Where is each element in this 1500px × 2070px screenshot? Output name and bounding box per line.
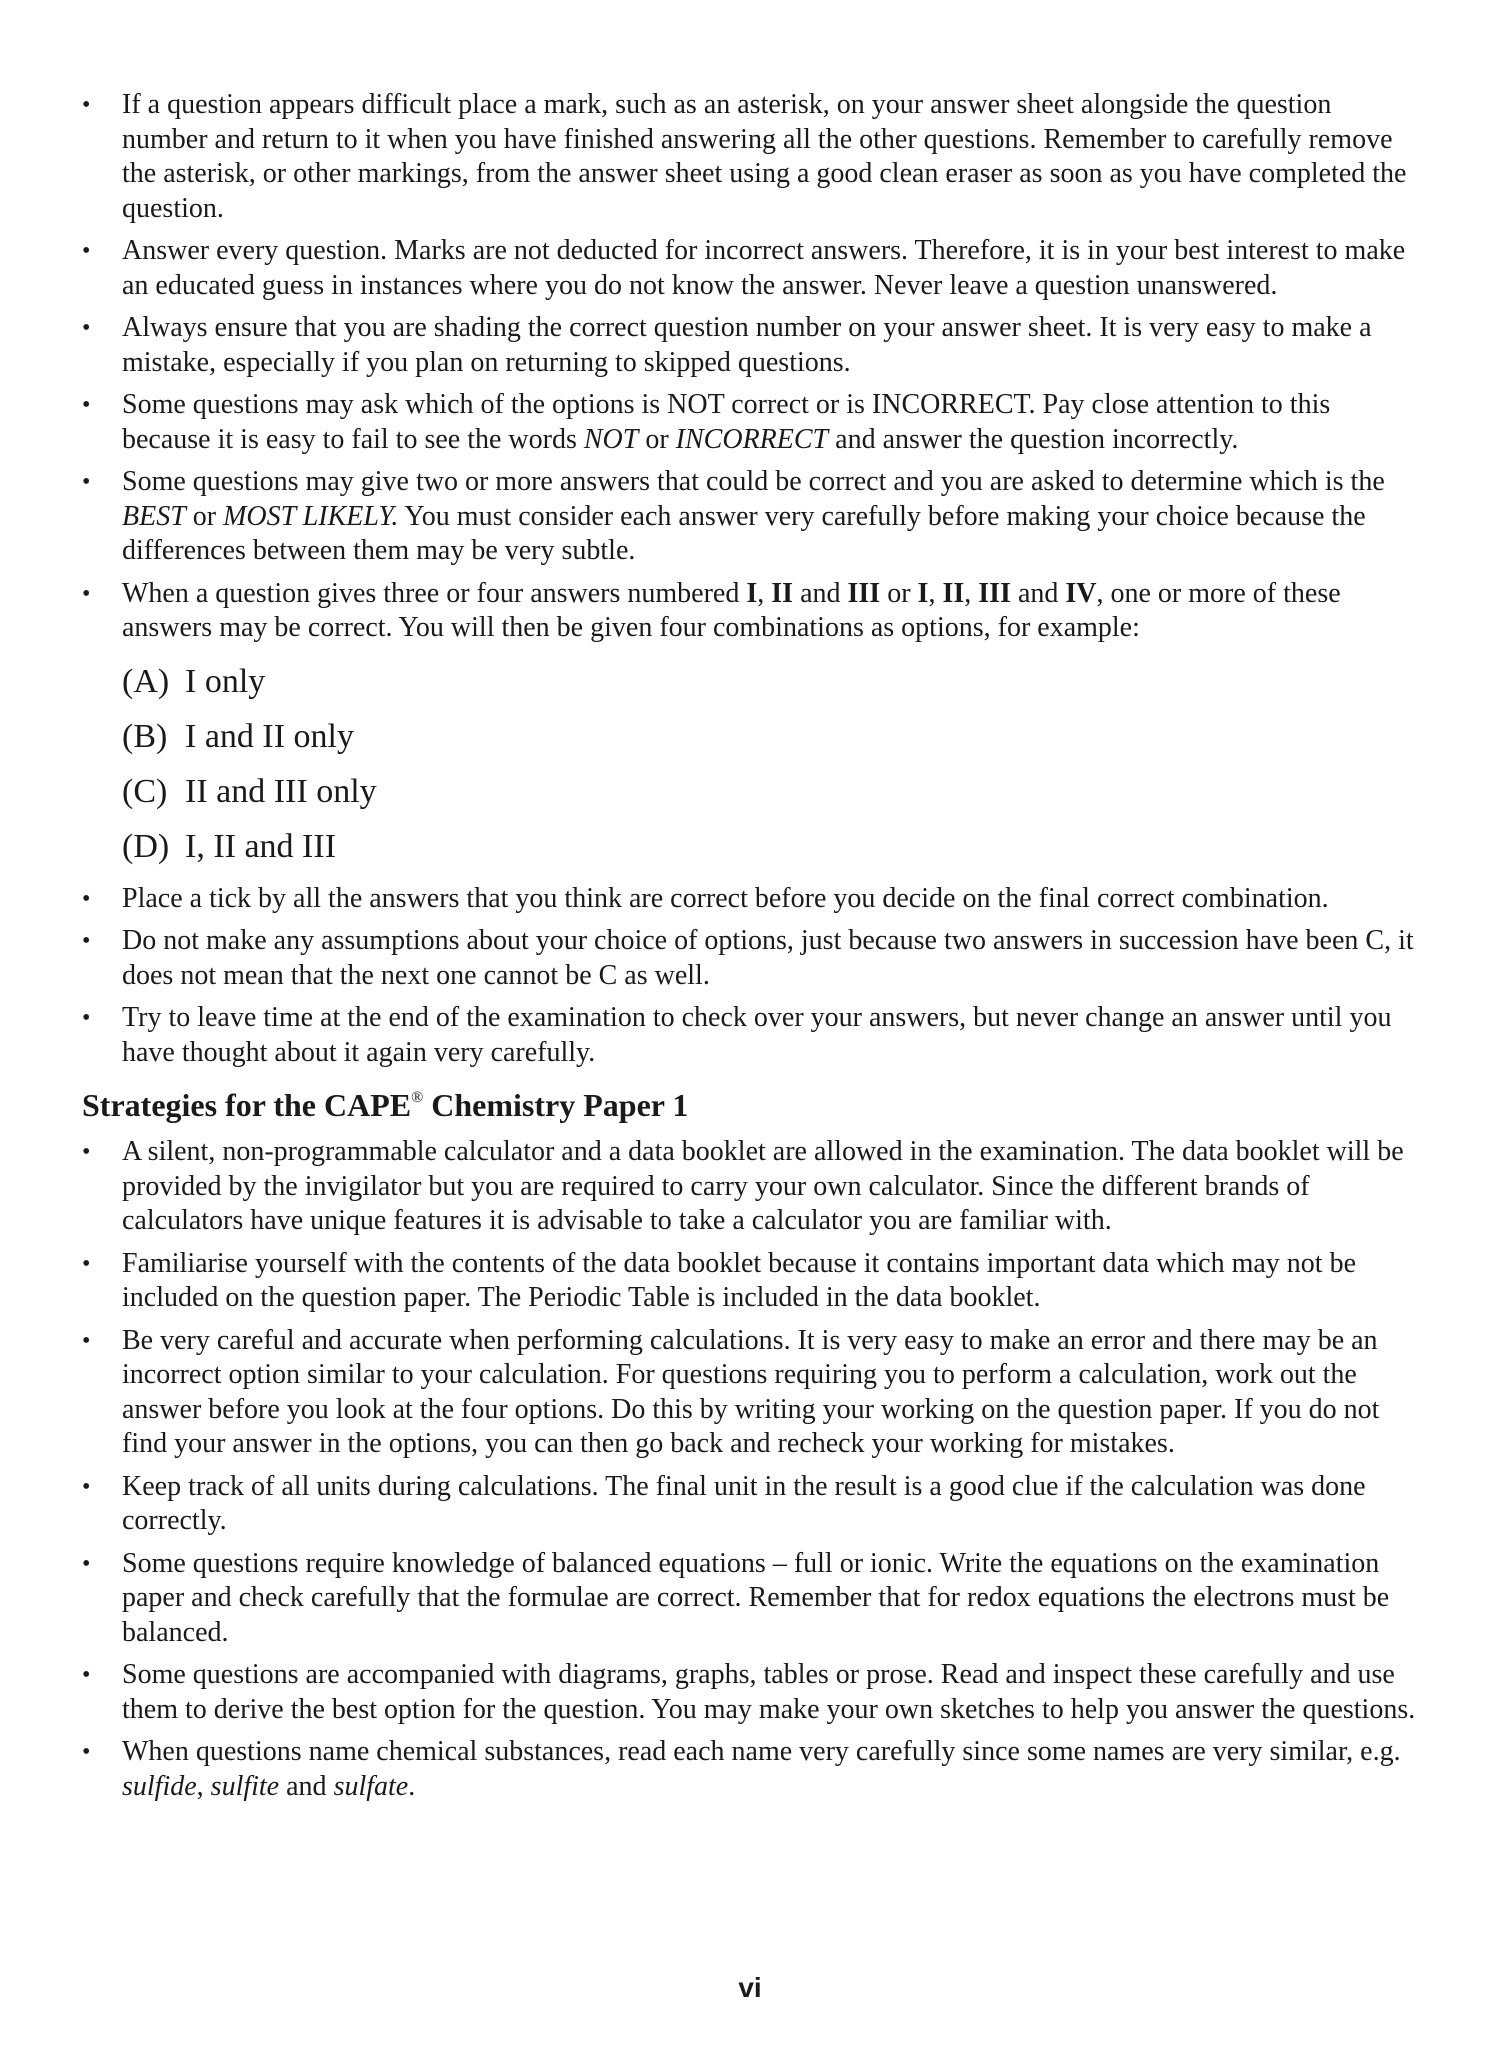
italic-text: NOT [583, 423, 639, 455]
text-run: Always ensure that you are shading the correct question number on your answer sheet. It is very easy to make a mistake, especially if you plan on returning to skipped questions. [122, 312, 1372, 378]
list-item [82, 88, 1420, 226]
registered-mark: ® [411, 1089, 424, 1106]
text-run: Some questions may give two or more answers that could be correct and you are asked to determine which is the [122, 466, 1385, 497]
text-run: Some questions may ask which of the options is NOT correct or is INCORRECT. Pay close attention to this because it is easy to fail to see the words [122, 389, 1331, 455]
bold-text: II [942, 577, 965, 609]
text-run: If a question appears difficult place a mark, such as an asterisk, on your answer sheet alongside the question number and return to it when you have finished answering all the other questions. Remember to carefully remove the asterisk, or other markings, from the answer sheet using a good clean eraser as soon as you have completed the question. [122, 89, 1407, 224]
list-item [82, 311, 1420, 380]
option-item [122, 709, 1420, 764]
text-run: and [793, 577, 848, 609]
bullet-icon: • [82, 885, 91, 912]
bullet-icon: • [82, 1662, 91, 1688]
example-options-list [122, 654, 1420, 874]
list-item [82, 577, 1420, 646]
bullet-icon: • [82, 580, 91, 607]
bullet-icon: • [82, 1327, 91, 1354]
text-run: . [408, 1770, 416, 1802]
text-run: Answer every question. Marks are not deducted for incorrect answers. Therefore, it is in your best interest to make an educated guess in instances where you do not know the answer. Never leave a question unanswered. [122, 235, 1406, 301]
bullet-icon: • [82, 1550, 91, 1577]
page-number: vi [738, 1972, 762, 2003]
tips-list-chemistry [82, 1135, 1420, 1804]
bullet-icon: • [82, 1739, 91, 1765]
text-run: and [279, 1770, 334, 1802]
bold-text: IV [1065, 577, 1097, 609]
bold-text: II [771, 577, 794, 609]
tips-list-answering [82, 882, 1420, 1071]
text-run: When a question gives three or four answers numbered [122, 577, 747, 609]
text-run: or [185, 500, 224, 532]
list-item [82, 1247, 1420, 1316]
list-item [82, 1324, 1420, 1462]
list-item [82, 234, 1420, 303]
text-run: or [638, 423, 676, 455]
text-run: Some questions are accompanied with diagrams, graphs, tables or prose. Read and inspect these carefully and use them to derive the best option for the question. You may make your own sketches to help you answer the questions. [122, 1659, 1416, 1725]
option-text: I only [185, 662, 266, 700]
italic-text: sulfate [333, 1770, 409, 1802]
text-run: , [964, 577, 979, 609]
list-item [82, 1001, 1420, 1070]
option-letter: (D) [122, 827, 170, 865]
option-text: II and III only [185, 772, 377, 810]
text-run: Do not make any assumptions about your choice of options, just because two answers in succession have been C, it does not mean that the next one cannot be C as well. [122, 925, 1414, 991]
text-run: You must consider each answer very carefully before making your choice because the differences between them may be very subtle. [122, 500, 1366, 566]
list-item [82, 882, 1420, 917]
section-heading-text-end: Chemistry Paper 1 [423, 1087, 689, 1123]
list-item [82, 1135, 1420, 1239]
text-run: When questions name chemical substances, read each name very carefully since some names are very similar, e.g. [122, 1736, 1401, 1767]
text-run: , [757, 577, 772, 609]
bullet-icon: • [82, 1005, 91, 1031]
option-text: I and II only [185, 717, 355, 755]
list-item [82, 1547, 1420, 1651]
text-run: , one or more of these answers may be correct. You will then be given four combinations as options, for example: [122, 577, 1341, 643]
option-letter: (C) [122, 772, 168, 810]
text-run: and answer the question incorrectly. [828, 423, 1239, 455]
list-item [82, 1735, 1420, 1804]
italic-text: sulfide [122, 1770, 197, 1802]
text-run: Some questions require knowledge of balanced equations – full or ionic. Write the equations on the examination paper and check carefully that the formulae are correct. Remember that for redox equations the electrons must be balanced. [122, 1547, 1390, 1648]
option-item [122, 654, 1420, 709]
text-run: Familiarise yourself with the contents of the data booklet because it contains important data which may not be included on the question paper. The Periodic Table is included in the data booklet. [122, 1247, 1356, 1313]
text-run: Keep track of all units during calculations. The final unit in the result is a good clue if the calculation was done correctly. [122, 1470, 1366, 1536]
italic-text: BEST [122, 500, 186, 532]
list-item [82, 388, 1420, 457]
italic-text: MOST LIKELY. [223, 500, 399, 532]
bullet-icon: • [82, 469, 91, 495]
section-heading [82, 1078, 1420, 1125]
bullet-icon: • [82, 315, 91, 341]
list-item [82, 924, 1420, 993]
italic-text: INCORRECT [675, 423, 829, 455]
section-heading-text: Strategies for the CAPE [82, 1087, 412, 1123]
bullet-icon: • [82, 1139, 91, 1165]
option-letter: (A) [122, 662, 170, 700]
option-letter: (B) [122, 717, 168, 755]
tips-list-general [82, 88, 1420, 646]
text-run: Try to leave time at the end of the examination to check over your answers, but never change an answer until you have thought about it again very carefully. [122, 1002, 1392, 1068]
list-item [82, 1470, 1420, 1539]
option-text: I, II and III [185, 827, 337, 865]
option-item [122, 819, 1420, 874]
bullet-icon: • [82, 928, 91, 954]
bullet-icon: • [82, 238, 91, 264]
bullet-icon: • [82, 1473, 91, 1500]
text-run: A silent, non-programmable calculator and a data booklet are allowed in the examination. The data booklet will be provided by the invigilator but you are required to carry your own calculator. Since the different brands of calculators have unique features it is advisable to take a calculator you are familiar with. [122, 1136, 1404, 1236]
bullet-icon: • [82, 92, 91, 118]
text-run: Be very careful and accurate when performing calculations. It is very easy to make an error and there may be an incorrect option similar to your calculation. For questions requiring you to perform a calculation, work out the answer before you look at the four options. Do this by writing your working on the question paper. If you do not find your answer in the options, you can then go back and recheck your working for mistakes. [122, 1324, 1380, 1459]
bullet-icon: • [82, 1250, 91, 1277]
list-item [82, 465, 1420, 569]
text-run: and [1010, 577, 1066, 609]
option-item [122, 764, 1420, 819]
bold-text: III [847, 577, 881, 609]
italic-text: sulfite [210, 1770, 280, 1802]
text-run: or [880, 577, 918, 609]
bold-text: I [917, 577, 929, 609]
list-item [82, 1658, 1420, 1727]
text-run: , [196, 1770, 211, 1802]
bullet-icon: • [82, 392, 91, 418]
bold-text: I [746, 577, 758, 609]
bold-text: III [978, 577, 1011, 609]
text-run: , [928, 577, 943, 609]
text-run: Place a tick by all the answers that you think are correct before you decide on the final correct combination. [122, 882, 1329, 914]
